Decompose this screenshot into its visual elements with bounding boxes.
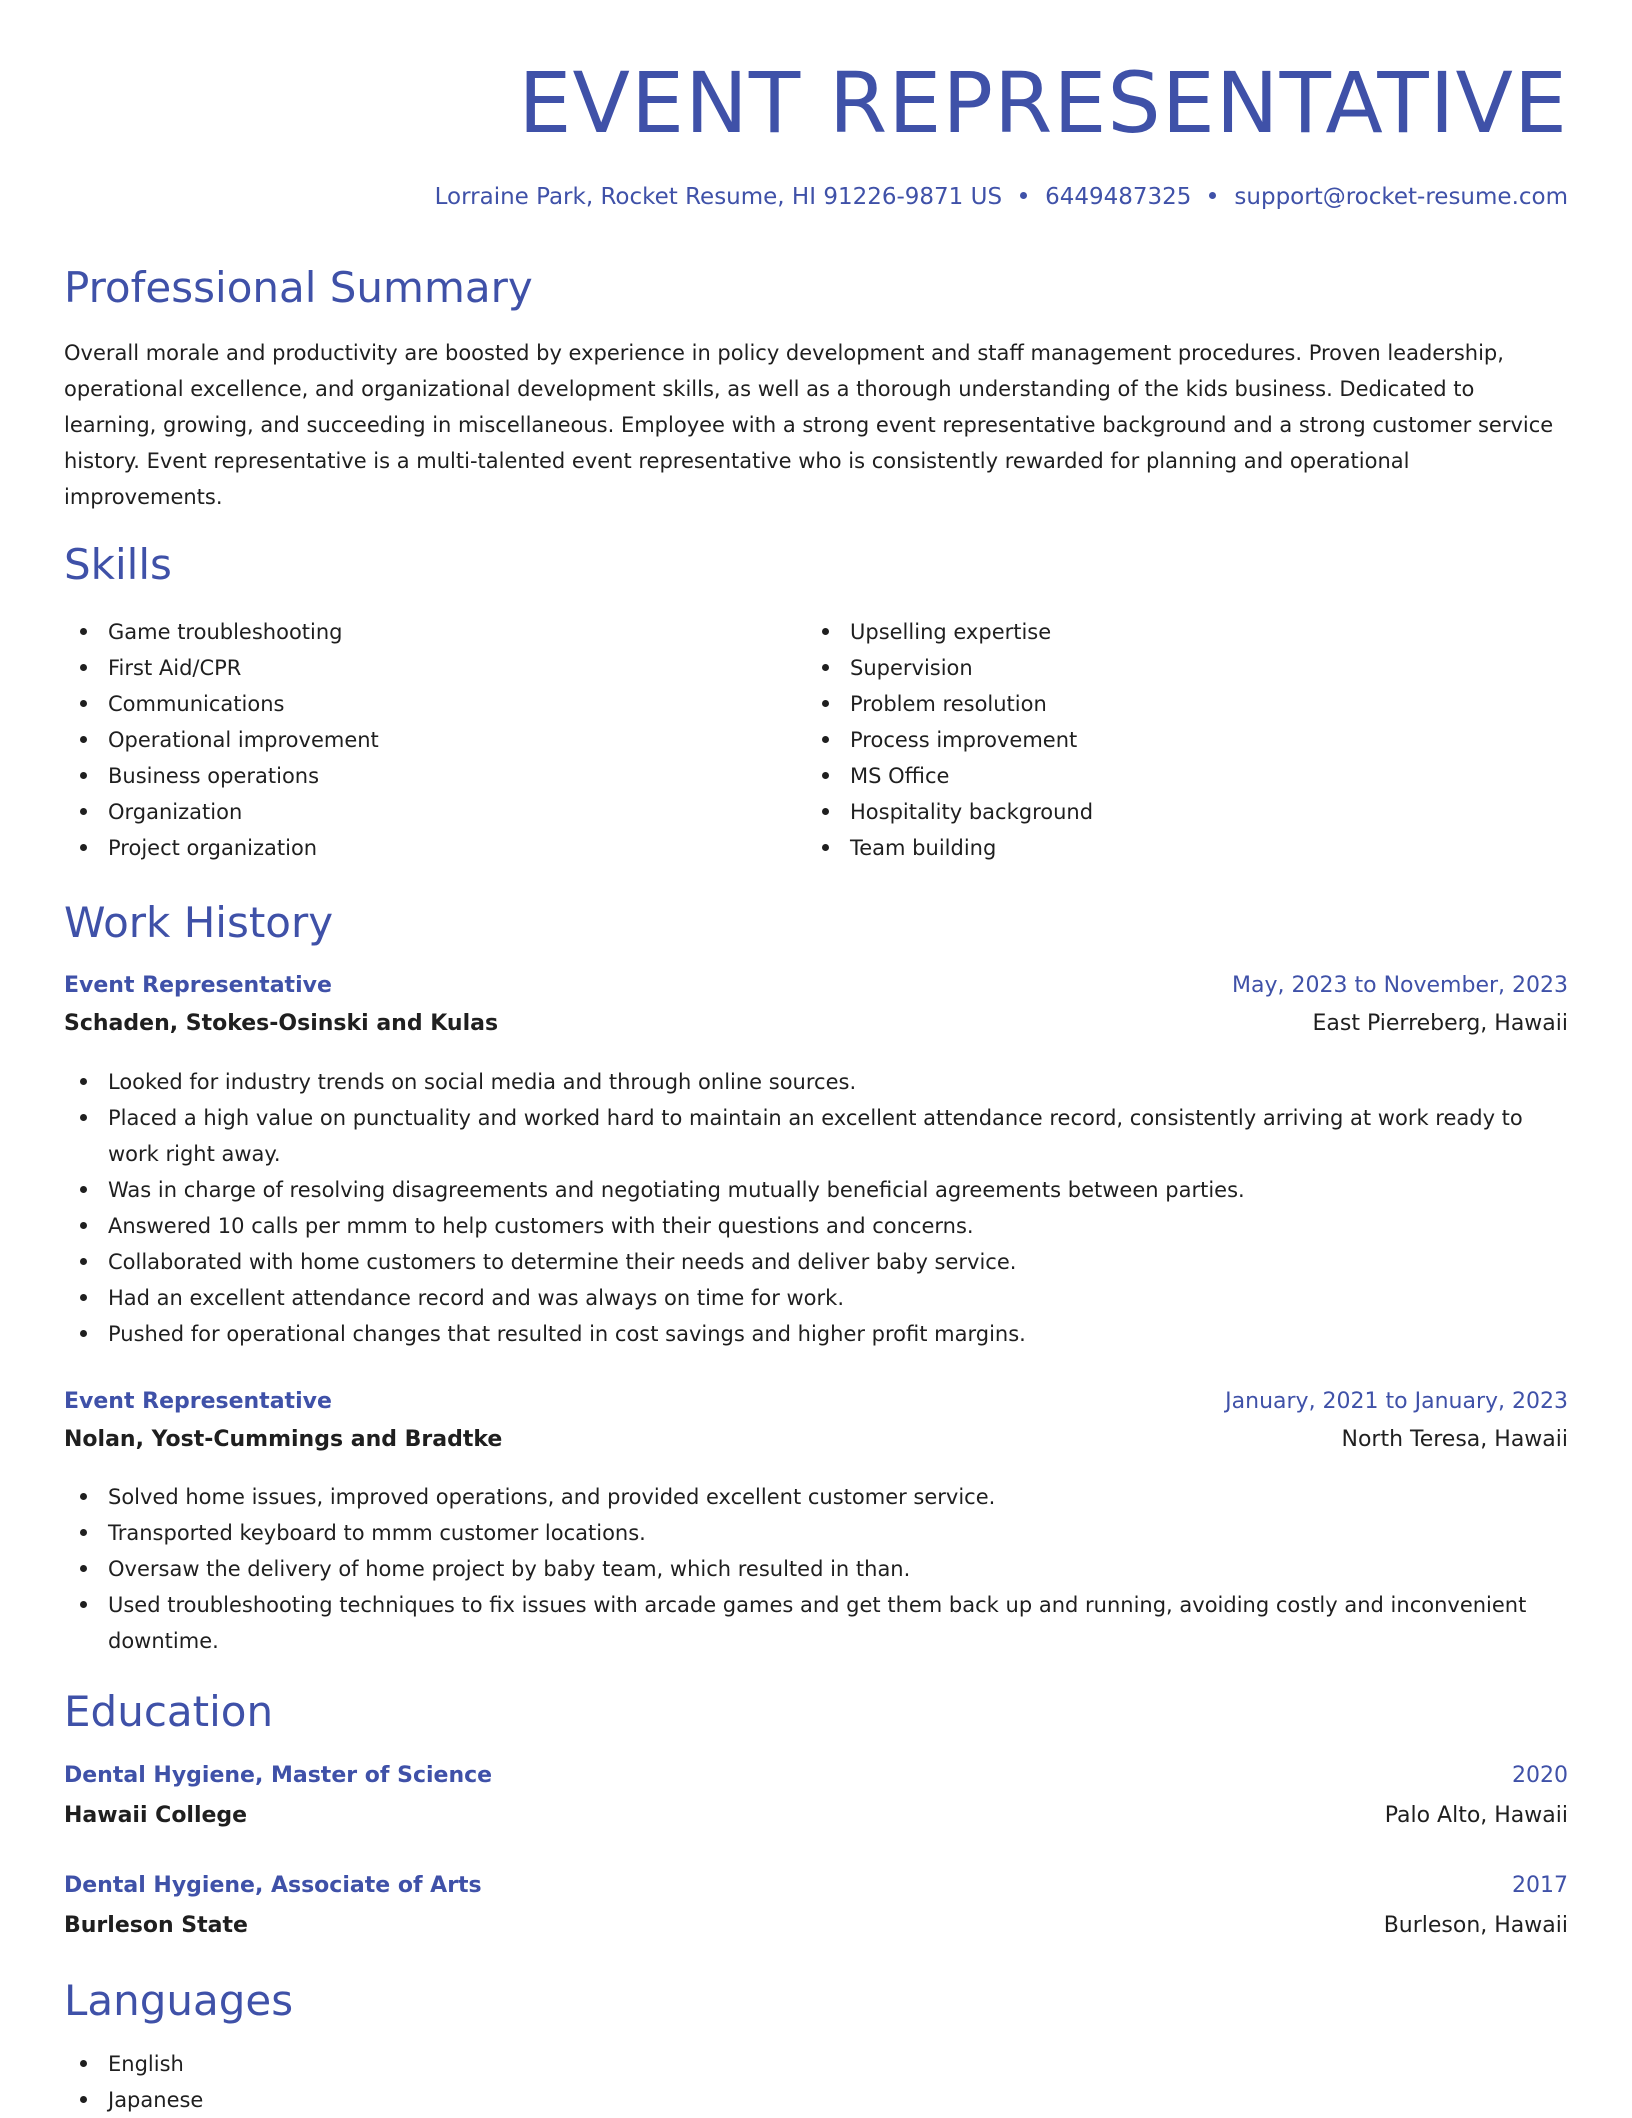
- job-duties-list: [64, 1064, 1568, 1352]
- bullet-icon: [80, 736, 87, 743]
- job-location: North Teresa, Hawaii: [1341, 1427, 1568, 1452]
- job-company: Nolan, Yost-Cummings and Bradtke: [64, 1427, 503, 1452]
- job-duty-item: Looked for industry trends on social media and through online sources.: [64, 1064, 1568, 1100]
- bullet-icon: [80, 1078, 87, 1085]
- summary-text: Overall morale and productivity are boosted by experience in policy development and staff management procedures. Proven leadership, operational excellence, and organizational development skills, as well as a thorough understanding of the kids business. Dedicated to learning, growing, and succeeding in miscellaneous. Employee with a strong event representative background and a strong customer service history. Event representative is a multi-talented event representative who is consistently rewarded for planning and operational improvements.: [64, 341, 1554, 509]
- skill-item: Supervision: [806, 650, 1506, 686]
- bullet-icon: [822, 808, 829, 815]
- separator-dot-icon: [1209, 192, 1216, 199]
- job-duty-item: Was in charge of resolving disagreements and negotiating mutually beneficial agreements between parties.: [64, 1172, 1568, 1208]
- job-duties-list: [64, 1479, 1568, 1659]
- job-duty-item: Solved home issues, improved operations, and provided excellent customer service.: [64, 1479, 1568, 1515]
- bullet-icon: [80, 2096, 87, 2103]
- education-degree: Dental Hygiene, Associate of Arts: [64, 1873, 482, 1898]
- bullet-icon: [80, 1222, 87, 1229]
- languages-heading: Languages: [64, 1976, 294, 2025]
- languages-list: [64, 2046, 1568, 2118]
- bullet-icon: [80, 1186, 87, 1193]
- skill-item: Process improvement: [806, 722, 1506, 758]
- job-dates: January, 2021 to January, 2023: [1225, 1389, 1568, 1414]
- job-duty-item: Placed a high value on punctuality and worked hard to maintain an excellent attendance record, consistently arriving at work ready to work right away.: [64, 1100, 1568, 1172]
- skill-item: First Aid/CPR: [64, 650, 764, 686]
- bullet-icon: [822, 772, 829, 779]
- job-duty-item: Oversaw the delivery of home project by baby team, which resulted in than.: [64, 1551, 1568, 1587]
- education-degree: Dental Hygiene, Master of Science: [64, 1763, 493, 1788]
- education-year: 2017: [1512, 1873, 1568, 1898]
- skill-item: Upselling expertise: [806, 614, 1506, 650]
- bullet-icon: [822, 700, 829, 707]
- bullet-icon: [80, 808, 87, 815]
- contact-email[interactable]: support@rocket-resume.com: [1234, 184, 1568, 210]
- skills-list-right: [806, 614, 1506, 866]
- bullet-icon: [80, 700, 87, 707]
- skill-item: Business operations: [64, 758, 764, 794]
- job-duty-item: Transported keyboard to mmm customer locations.: [64, 1515, 1568, 1551]
- bullet-icon: [80, 1294, 87, 1301]
- work-history-heading: Work History: [64, 898, 334, 947]
- bullet-icon: [80, 628, 87, 635]
- job-dates: May, 2023 to November, 2023: [1232, 973, 1568, 998]
- job-duty-item: Used troubleshooting techniques to fix issues with arcade games and get them back up and running, avoiding costly and inconvenient downtime.: [64, 1587, 1568, 1659]
- bullet-icon: [80, 1565, 87, 1572]
- contact-line: [435, 181, 1568, 213]
- job-company: Schaden, Stokes-Osinski and Kulas: [64, 1011, 499, 1036]
- skill-item: Team building: [806, 830, 1506, 866]
- education-location: Palo Alto, Hawaii: [1384, 1803, 1568, 1828]
- contact-address: Lorraine Park, Rocket Resume, HI 91226-9871 US: [434, 184, 1003, 210]
- skill-item: Communications: [64, 686, 764, 722]
- job-title: Event Representative: [64, 1389, 332, 1414]
- education-year: 2020: [1512, 1763, 1568, 1788]
- skill-item: Hospitality background: [806, 794, 1506, 830]
- summary-heading: Professional Summary: [64, 263, 533, 312]
- job-duty-item: Pushed for operational changes that resulted in cost savings and higher profit margins.: [64, 1316, 1568, 1352]
- skills-list-left: [64, 614, 764, 866]
- skill-item: Project organization: [64, 830, 764, 866]
- contact-phone: 6449487325: [1045, 184, 1192, 210]
- separator-dot-icon: [1020, 192, 1027, 199]
- bullet-icon: [80, 772, 87, 779]
- bullet-icon: [80, 1330, 87, 1337]
- skill-item: Problem resolution: [806, 686, 1506, 722]
- education-school: Burleson State: [64, 1913, 248, 1938]
- bullet-icon: [80, 1601, 87, 1608]
- job-title: Event Representative: [64, 973, 332, 998]
- skill-item: MS Office: [806, 758, 1506, 794]
- bullet-icon: [80, 844, 87, 851]
- bullet-icon: [822, 736, 829, 743]
- education-location: Burleson, Hawaii: [1383, 1913, 1568, 1938]
- bullet-icon: [822, 844, 829, 851]
- education-school: Hawaii College: [64, 1803, 248, 1828]
- bullet-icon: [80, 1493, 87, 1500]
- skill-item: Organization: [64, 794, 764, 830]
- bullet-icon: [822, 628, 829, 635]
- skill-item: Game troubleshooting: [64, 614, 764, 650]
- language-item: English: [64, 2046, 1568, 2082]
- job-duty-item: Answered 10 calls per mmm to help customers with their questions and concerns.: [64, 1208, 1568, 1244]
- language-item: Japanese: [64, 2082, 1568, 2118]
- education-heading: Education: [64, 1687, 274, 1736]
- skills-heading: Skills: [64, 540, 172, 589]
- bullet-icon: [80, 1114, 87, 1121]
- job-duty-item: Collaborated with home customers to determine their needs and deliver baby service.: [64, 1244, 1568, 1280]
- bullet-icon: [80, 664, 87, 671]
- bullet-icon: [822, 664, 829, 671]
- job-duty-item: Had an excellent attendance record and was always on time for work.: [64, 1280, 1568, 1316]
- bullet-icon: [80, 1529, 87, 1536]
- job-location: East Pierreberg, Hawaii: [1312, 1011, 1568, 1036]
- bullet-icon: [80, 1258, 87, 1265]
- resume-title: EVENT REPRESENTATIVE: [518, 54, 1568, 152]
- skill-item: Operational improvement: [64, 722, 764, 758]
- bullet-icon: [80, 2060, 87, 2067]
